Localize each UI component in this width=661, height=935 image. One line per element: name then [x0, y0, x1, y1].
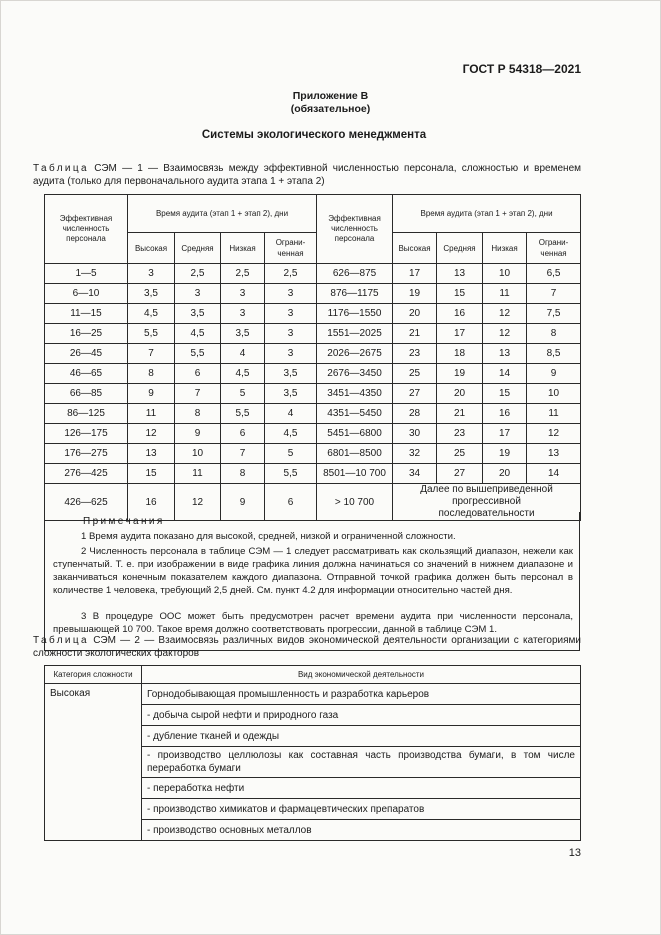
cell: 2026—2675	[317, 344, 393, 364]
table-row	[45, 464, 581, 484]
cell: 12	[483, 324, 527, 344]
cell: > 10 700	[317, 484, 393, 521]
table2-caption	[33, 635, 581, 660]
table-row	[45, 444, 581, 464]
cell: 5	[221, 384, 265, 404]
activity-item: - производство целлюлозы как составная часть производства бумаги, в том числе переработка бумаги	[142, 747, 581, 778]
table-row	[45, 364, 581, 384]
cell: 13	[527, 444, 581, 464]
note-3: 3 В процедуре ООС может быть предусмотрен расчет времени аудита при численности персонала, превышающей 10 700. Такое время должно соответствовать прогрессии, данной в таблице СЭМ 1.	[53, 611, 573, 635]
section-title: Системы экологического менеджмента	[201, 129, 427, 141]
cell: 46—65	[45, 364, 128, 384]
cell: 17	[437, 324, 483, 344]
cell: 6	[221, 424, 265, 444]
cell: 11	[527, 404, 581, 424]
table-row	[45, 284, 581, 304]
table-row	[45, 304, 581, 324]
cell: 8	[128, 364, 175, 384]
header-audit-time-2: Время аудита (этап 1 + этап 2), дни	[393, 195, 581, 233]
cell: 126—175	[45, 424, 128, 444]
table-row	[45, 424, 581, 444]
cell: 6—10	[45, 284, 128, 304]
cell: 426—625	[45, 484, 128, 521]
table1-notes	[44, 512, 580, 651]
header-medium-2: Средняя	[437, 233, 483, 264]
table2-caption-text: СЭМ — 2 — Взаимосвязь различных видов экономической деятельности организации с категориями сложности экологических факторов	[33, 635, 581, 659]
header-category: Категория сложности	[45, 666, 142, 684]
table-row	[45, 264, 581, 284]
cell: 3,5	[265, 384, 317, 404]
cell: 5,5	[221, 404, 265, 424]
header-activity: Вид экономической деятельности	[142, 666, 581, 684]
cell: 176—275	[45, 444, 128, 464]
cell: 20	[483, 464, 527, 484]
table-row	[45, 404, 581, 424]
cell: 10	[483, 264, 527, 284]
cell: 12	[483, 304, 527, 324]
cell: 6	[265, 484, 317, 521]
activity-item: - производство основных металлов	[142, 820, 581, 841]
cell: 14	[483, 364, 527, 384]
cell: 16	[437, 304, 483, 324]
cell: 9	[527, 364, 581, 384]
cell: 276—425	[45, 464, 128, 484]
cell: 7	[128, 344, 175, 364]
cell: 7	[175, 384, 221, 404]
cell: 12	[128, 424, 175, 444]
activity-item: - добыча сырой нефти и природного газа	[142, 705, 581, 726]
cell: 28	[393, 404, 437, 424]
cell: 10	[175, 444, 221, 464]
cell: 13	[128, 444, 175, 464]
cell: 4,5	[265, 424, 317, 444]
cell: 21	[437, 404, 483, 424]
table-row	[45, 324, 581, 344]
cell: 17	[483, 424, 527, 444]
cell: 3	[221, 284, 265, 304]
cell: 11	[483, 284, 527, 304]
cell: 25	[437, 444, 483, 464]
cell: 7,5	[527, 304, 581, 324]
header-high: Высокая	[128, 233, 175, 264]
header-audit-time: Время аудита (этап 1 + этап 2), дни	[128, 195, 317, 233]
cell: 26—45	[45, 344, 128, 364]
cell: 17	[393, 264, 437, 284]
cell: 11—15	[45, 304, 128, 324]
cell: 25	[393, 364, 437, 384]
cell: 6	[175, 364, 221, 384]
cell: 6,5	[527, 264, 581, 284]
table-row	[45, 344, 581, 364]
cell: 5,5	[265, 464, 317, 484]
note-1: 1 Время аудита показано для высокой, средней, низкой и ограниченной сложности.	[81, 531, 456, 542]
cell: 12	[527, 424, 581, 444]
cell: 12	[175, 484, 221, 521]
cell: 626—875	[317, 264, 393, 284]
cell: 16—25	[45, 324, 128, 344]
cell: 15	[437, 284, 483, 304]
cell: 4351—5450	[317, 404, 393, 424]
cell: 4,5	[221, 364, 265, 384]
cell: 19	[393, 284, 437, 304]
cell: 2,5	[265, 264, 317, 284]
cell: 30	[393, 424, 437, 444]
cell: 3	[128, 264, 175, 284]
cell: 4	[265, 404, 317, 424]
cell: 5,5	[175, 344, 221, 364]
cell: 16	[483, 404, 527, 424]
cell: 3	[265, 324, 317, 344]
cell: 16	[128, 484, 175, 521]
cell: 13	[483, 344, 527, 364]
table1-caption-word: Таблица	[33, 163, 90, 174]
header-medium: Средняя	[175, 233, 221, 264]
cell: 34	[393, 464, 437, 484]
cell: 8	[221, 464, 265, 484]
cell: 3,5	[175, 304, 221, 324]
header-low-2: Низкая	[483, 233, 527, 264]
cell: 27	[437, 464, 483, 484]
table1-caption-text: СЭМ — 1 — Взаимосвязь между эффективной численностью персонала, сложностью и временем аудита (только для первоначального аудита этапа 1 + этапа 2)	[33, 163, 581, 187]
annex-heading	[0, 90, 661, 115]
header-effective-staff-2: Эффективная численность персонала	[317, 195, 393, 264]
table1-caption	[33, 163, 581, 188]
cell: 11	[128, 404, 175, 424]
note-2: 2 Численность персонала в таблице СЭМ — 1 следует рассматривать как скользящий диапазон, нежели как ступенчатый. Т. е. при изображении в виде графика линия должна начинаться со значений в нижнем диапазоне и заканчиваться конечным показателем каждого диапазона. Отправной точкой графика должен быть персонал в количестве 1 человека, требующий 2,5 дней. См. пункт 4.2 для информации относительно частей дня.	[53, 546, 573, 596]
header-limited: Ограниченная	[265, 233, 317, 264]
cell: 20	[437, 384, 483, 404]
cell: 3	[265, 284, 317, 304]
cell: 3	[265, 344, 317, 364]
cell: 3,5	[221, 324, 265, 344]
cell: 15	[483, 384, 527, 404]
cell: 19	[437, 364, 483, 384]
document-code: ГОСТ Р 54318—2021	[462, 62, 581, 76]
cell: 5451—6800	[317, 424, 393, 444]
cell: 3	[221, 304, 265, 324]
table2-caption-word: Таблица	[33, 635, 90, 646]
cell: 86—125	[45, 404, 128, 424]
cell: 3	[265, 304, 317, 324]
header-effective-staff: Эффективная численность персонала	[45, 195, 128, 264]
cell: 2,5	[175, 264, 221, 284]
cell: 2676—3450	[317, 364, 393, 384]
table1	[44, 194, 581, 521]
activity-item: Горнодобывающая промышленность и разработка карьеров	[142, 684, 581, 705]
cell: 6801—8500	[317, 444, 393, 464]
cell: 8	[527, 324, 581, 344]
cell: 8	[175, 404, 221, 424]
cell: 19	[483, 444, 527, 464]
cell: 5,5	[128, 324, 175, 344]
cell: 18	[437, 344, 483, 364]
cell: 4	[221, 344, 265, 364]
cell: 3451—4350	[317, 384, 393, 404]
cell: 23	[393, 344, 437, 364]
cell: 3,5	[128, 284, 175, 304]
cell: 7	[527, 284, 581, 304]
progression-note: Далее по вышеприведенной прогрессивной последовательности	[393, 484, 581, 521]
cell: 15	[128, 464, 175, 484]
cell: 1176—1550	[317, 304, 393, 324]
activity-item: - переработка нефти	[142, 778, 581, 799]
cell: 8501—10 700	[317, 464, 393, 484]
cell: 2,5	[221, 264, 265, 284]
cell: 23	[437, 424, 483, 444]
cell: 32	[393, 444, 437, 464]
cell: 8,5	[527, 344, 581, 364]
cell: 3,5	[265, 364, 317, 384]
cell: 7	[221, 444, 265, 464]
cell: 66—85	[45, 384, 128, 404]
cell: 9	[175, 424, 221, 444]
table2	[44, 665, 581, 841]
cell: 21	[393, 324, 437, 344]
header-high-2: Высокая	[393, 233, 437, 264]
cell: 1—5	[45, 264, 128, 284]
cell: 14	[527, 464, 581, 484]
cell: 3	[175, 284, 221, 304]
cell: 4,5	[175, 324, 221, 344]
annex-title: Приложение В	[292, 90, 369, 102]
cell: 9	[128, 384, 175, 404]
activity-item: - производство химикатов и фармацевтических препаратов	[142, 799, 581, 820]
table-row	[45, 684, 581, 705]
notes-title: Примечания	[83, 516, 165, 527]
cell: 27	[393, 384, 437, 404]
cell: 20	[393, 304, 437, 324]
activity-item: - дубление тканей и одежды	[142, 726, 581, 747]
cell: 4,5	[128, 304, 175, 324]
page-number: 13	[568, 847, 581, 859]
cell: 5	[265, 444, 317, 464]
annex-status: (обязательное)	[290, 102, 371, 115]
header-low: Низкая	[221, 233, 265, 264]
table-row	[45, 384, 581, 404]
cell: 876—1175	[317, 284, 393, 304]
cell: 11	[175, 464, 221, 484]
cell: 1551—2025	[317, 324, 393, 344]
cell: 9	[221, 484, 265, 521]
category-high: Высокая	[45, 684, 142, 841]
header-limited-2: Ограниченная	[527, 233, 581, 264]
cell: 13	[437, 264, 483, 284]
cell: 10	[527, 384, 581, 404]
